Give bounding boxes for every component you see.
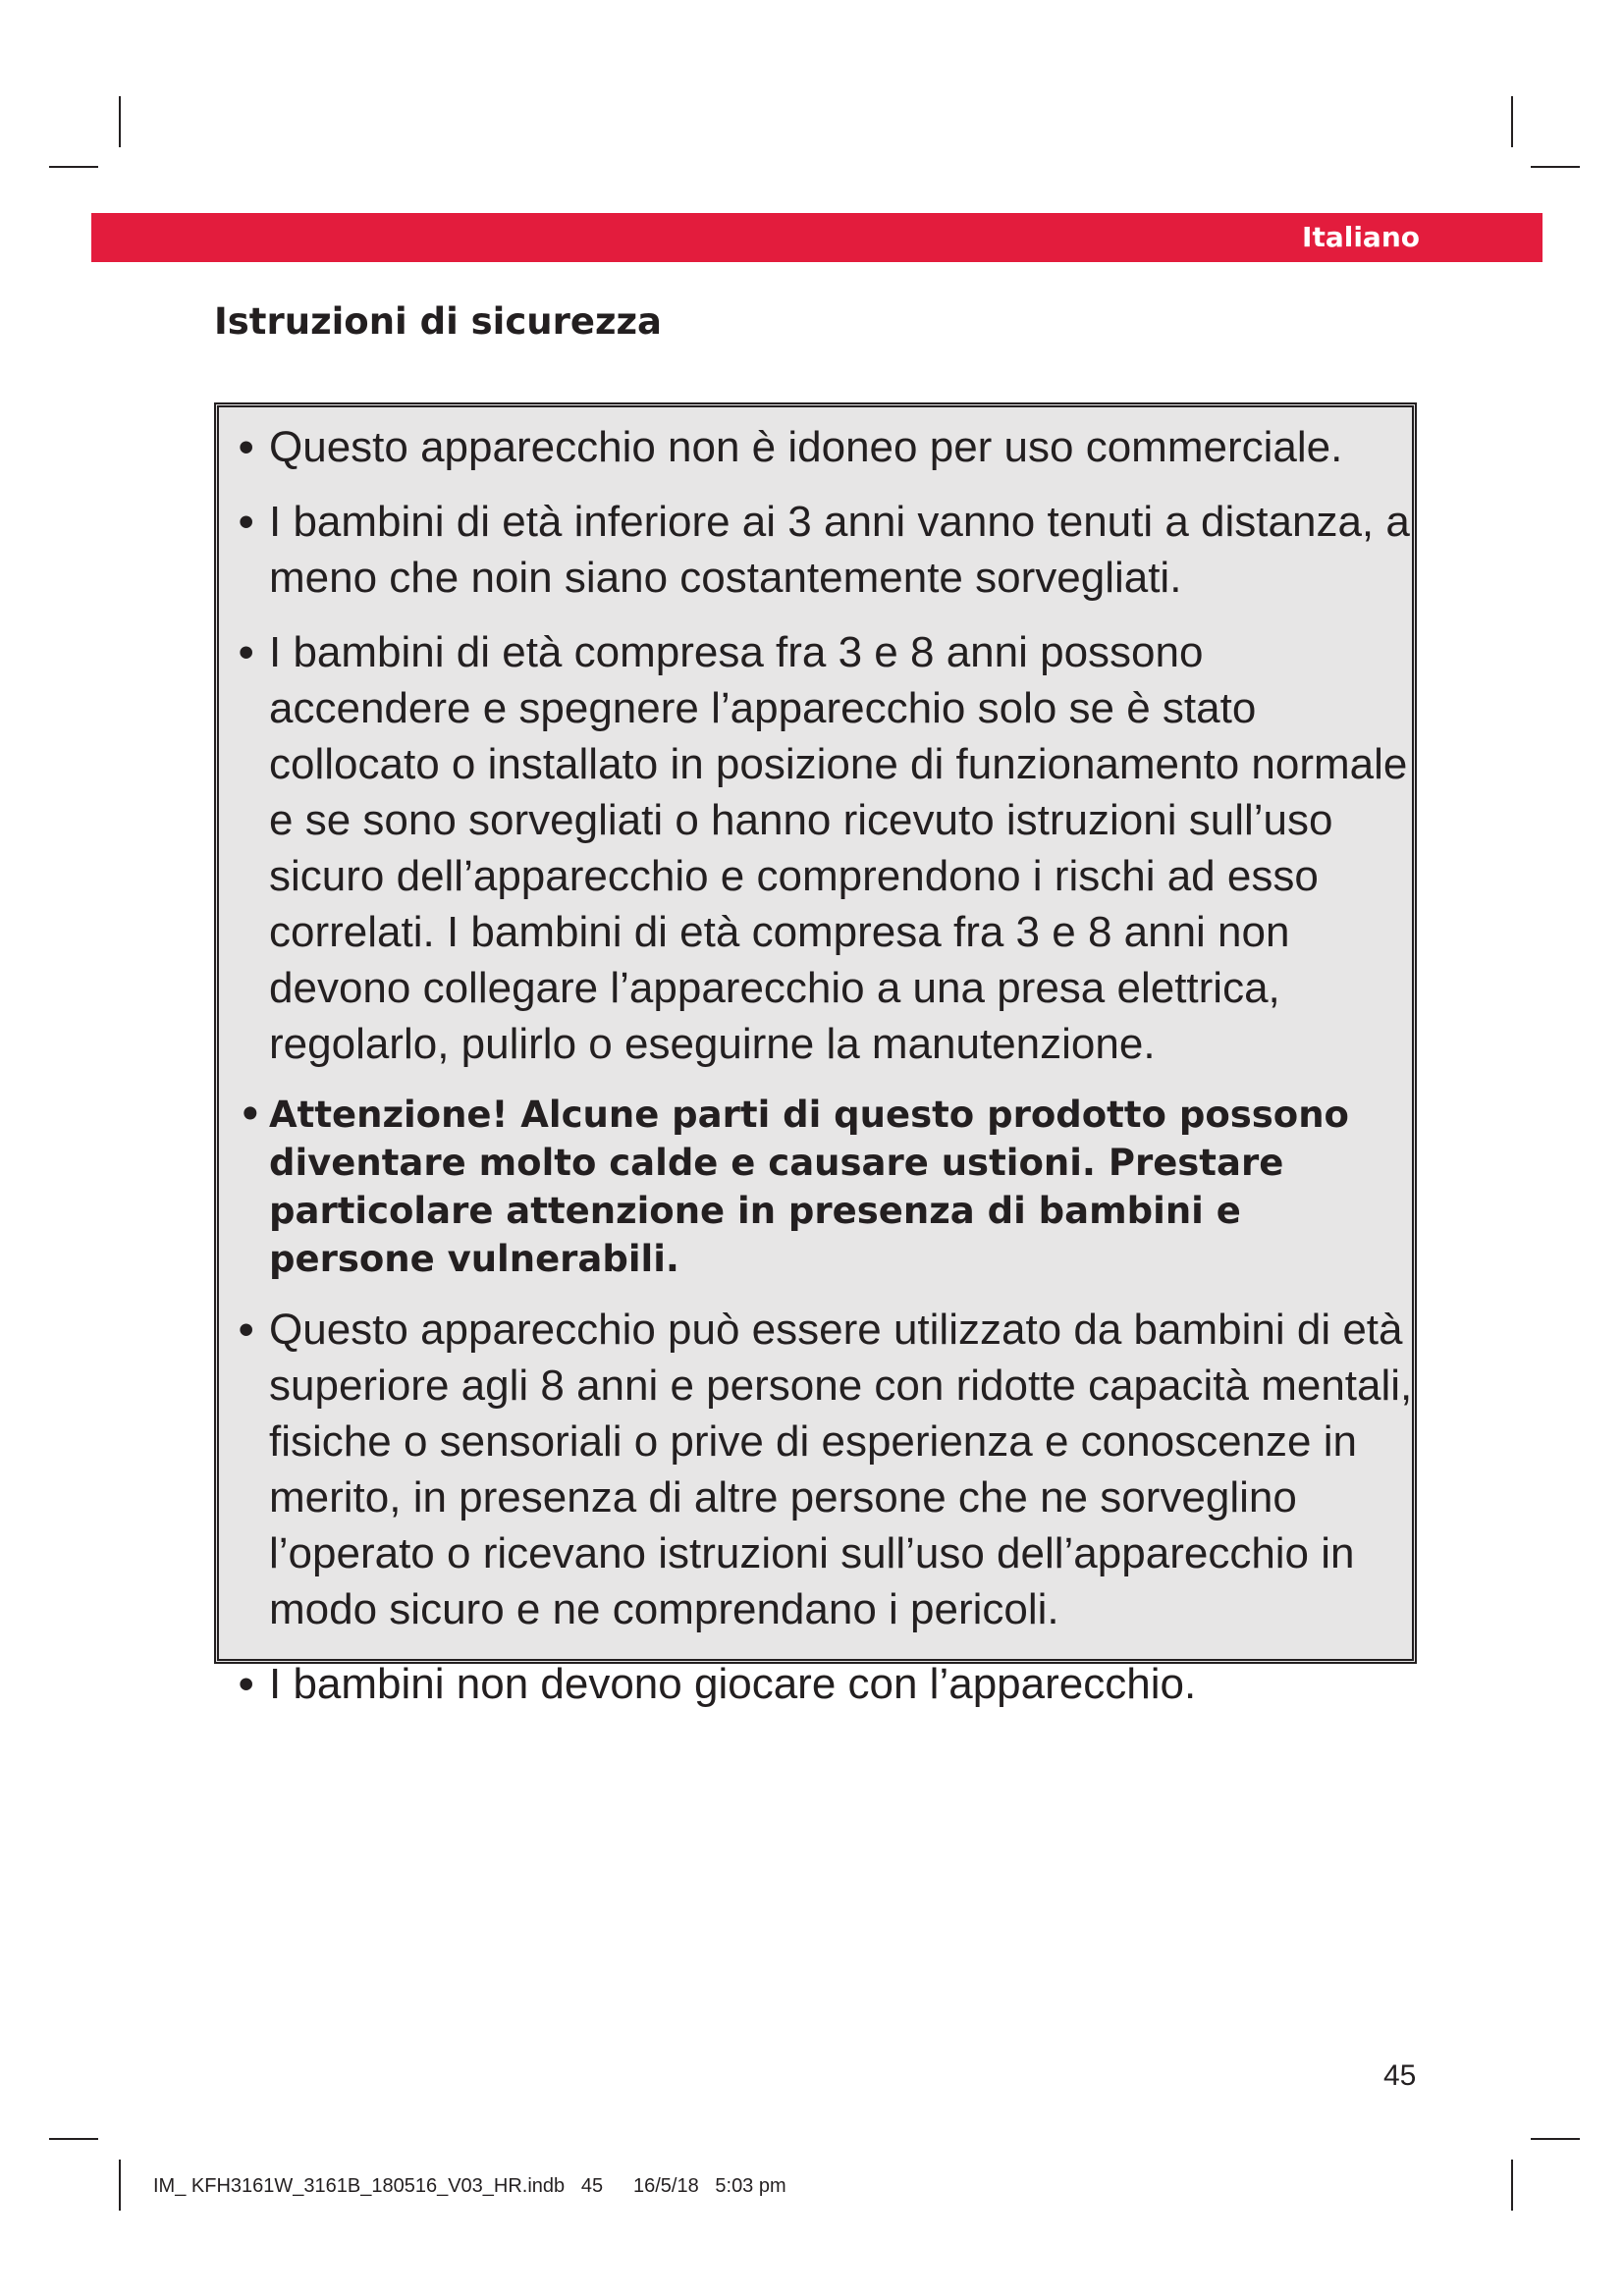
print-slug: IM_ KFH3161W_3161B_180516_V03_HR.indb 45 16/5/18 5:03 pm [153,2175,786,2197]
crop-mark [49,166,98,168]
crop-mark [119,2160,121,2211]
page-number: 45 [1383,2059,1417,2092]
language-label: Italiano [1302,221,1420,253]
crop-mark [1531,2138,1580,2140]
safety-item-text: I bambini di età inferiore ai 3 anni vanno tenuti a distanza, a meno che noin siano costantemente sorvegliati. [269,498,1410,602]
safety-item-warning [239,1091,1417,1283]
language-header-bar [91,213,1543,262]
crop-mark [1511,2160,1513,2211]
section-title: Istruzioni di sicurezza [214,300,663,343]
safety-item-text: I bambini non devono giocare con l’apparecchio. [269,1660,1197,1708]
safety-item [239,1656,1417,1712]
crop-mark [119,96,121,147]
safety-item [239,1302,1417,1637]
safety-warning-box [214,402,1417,1708]
bullet-icon: • [239,1094,262,1136]
crop-mark [1531,166,1580,168]
safety-item [239,494,1417,606]
safety-item-text: Attenzione! Alcune parti di questo prodotto possono diventare molto calde e causare ustioni. Prestare particolare attenzione in presenza di bambini e persone vulnerabili. [269,1094,1349,1280]
bullet-icon: • [239,498,254,546]
bullet-icon: • [239,628,254,676]
safety-item-text: Questo apparecchio non è idoneo per uso commerciale. [269,423,1343,471]
safety-item-text: I bambini di età compresa fra 3 e 8 anni possono accendere e spegnere l’apparecchio solo se è stato collocato o installato in posizione di funzionamento normale e se sono sorvegliati o hanno ricevuto istruzioni sull’uso sicuro dell’apparecchio e comprendono i rischi ad esso correlati. I bambini di età compresa fra 3 e 8 anni non devono collegare l’apparecchio a una presa elettrica, regolarlo, pulirlo o eseguirne la manutenzione. [269,628,1408,1068]
bullet-icon: • [239,423,254,471]
bullet-icon: • [239,1306,254,1354]
safety-item-text: Questo apparecchio può essere utilizzato da bambini di età superiore agli 8 anni e persone con ridotte capacità mentali, fisiche o sensoriali o prive di esperienza e conoscenze in merito, in presenza di altre persone che ne sorveglino l’operato o ricevano istruzioni sull’uso dell’apparecchio in modo sicuro e ne comprendano i pericoli. [269,1306,1413,1633]
safety-item [239,624,1417,1072]
bullet-icon: • [239,1660,254,1708]
crop-mark [1511,96,1513,147]
safety-item [239,419,1417,475]
safety-list [239,419,1417,1712]
crop-mark [49,2138,98,2140]
